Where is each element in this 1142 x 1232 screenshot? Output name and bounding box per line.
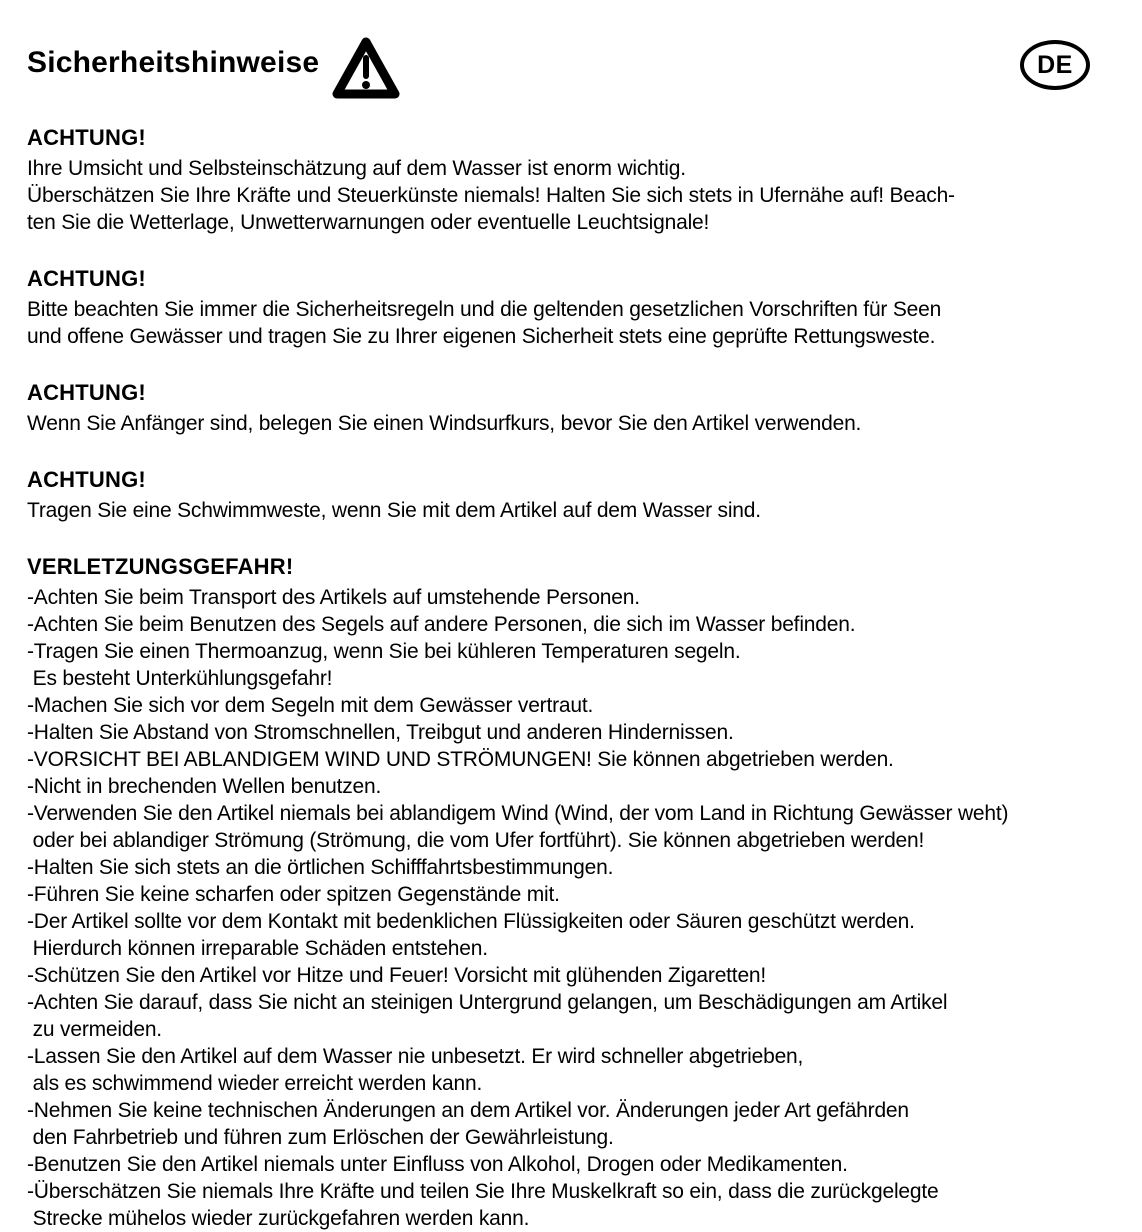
text-line: Überschätzen Sie Ihre Kräfte und Steuerkünste niemals! Halten Sie sich stets in Ufernähe auf! Beach-: [27, 184, 955, 207]
text-line: -Machen Sie sich vor dem Segeln mit dem Gewässer vertraut.: [27, 694, 594, 717]
section-heading: ACHTUNG!: [27, 467, 146, 492]
section-heading: VERLETZUNGSGEFAHR!: [27, 554, 294, 579]
text-line: Hierdurch können irreparable Schäden entstehen.: [27, 937, 488, 960]
section-heading: ACHTUNG!: [27, 125, 146, 150]
text-line: ten Sie die Wetterlage, Unwetterwarnungen oder eventuelle Leuchtsignale!: [27, 211, 710, 234]
text-line: -Halten Sie sich stets an die örtlichen Schifffahrtsbestimmungen.: [27, 856, 614, 879]
text-line: -Nehmen Sie keine technischen Änderungen an dem Artikel vor. Änderungen jeder Art gefährden: [27, 1099, 909, 1122]
document-body: [27, 124, 1118, 1232]
text-line: -Achten Sie beim Benutzen des Segels auf andere Personen, die sich im Wasser befinden.: [27, 613, 856, 636]
text-line: -Lassen Sie den Artikel auf dem Wasser nie unbesetzt. Er wird schneller abgetrieben,: [27, 1045, 804, 1068]
text-line: Es besteht Unterkühlungsgefahr!: [27, 667, 333, 690]
warning-triangle-icon: [331, 36, 401, 102]
document-content: [27, 36, 1118, 1232]
text-line: und offene Gewässer und tragen Sie zu Ihrer eigenen Sicherheit stets eine geprüfte Rettungsweste.: [27, 325, 936, 348]
text-line: den Fahrbetrieb und führen zum Erlöschen der Gewährleistung.: [27, 1126, 614, 1149]
text-line: -Schützen Sie den Artikel vor Hitze und Feuer! Vorsicht mit glühenden Zigaretten!: [27, 964, 767, 987]
text-line: oder bei ablandiger Strömung (Strömung, die vom Ufer fortführt). Sie können abgetrieben werden!: [27, 829, 925, 852]
section-heading: ACHTUNG!: [27, 266, 146, 291]
text-line: -VORSICHT BEI ABLANDIGEM WIND UND STRÖMUNGEN! Sie können abgetrieben werden.: [27, 748, 894, 771]
text-line: zu vermeiden.: [27, 1018, 162, 1041]
text-line: -Überschätzen Sie niemals Ihre Kräfte und teilen Sie Ihre Muskelkraft so ein, dass die zurückgelegte: [27, 1180, 939, 1203]
section-4-verletzungsgefahr: [27, 553, 1118, 1232]
text-line: -Achten Sie darauf, dass Sie nicht an steinigen Untergrund gelangen, um Beschädigungen am Artikel: [27, 991, 948, 1014]
text-line: Tragen Sie eine Schwimmweste, wenn Sie mit dem Artikel auf dem Wasser sind.: [27, 499, 761, 522]
section-2-achtung: [27, 379, 1118, 437]
text-line: -Führen Sie keine scharfen oder spitzen Gegenstände mit.: [27, 883, 560, 906]
text-line: Wenn Sie Anfänger sind, belegen Sie einen Windsurfkurs, bevor Sie den Artikel verwenden.: [27, 412, 862, 435]
text-line: -Verwenden Sie den Artikel niemals bei ablandigem Wind (Wind, der vom Land in Richtung Gewässer weht): [27, 802, 1009, 825]
section-3-achtung: [27, 466, 1118, 524]
text-line: als es schwimmend wieder erreicht werden kann.: [27, 1072, 483, 1095]
text-line: Bitte beachten Sie immer die Sicherheitsregeln und die geltenden gesetzlichen Vorschriften für Seen: [27, 298, 942, 321]
document-header: [27, 36, 1118, 102]
text-line: Ihre Umsicht und Selbsteinschätzung auf dem Wasser ist enorm wichtig.: [27, 157, 686, 180]
section-heading: ACHTUNG!: [27, 380, 146, 405]
page-title: Sicherheitshinweise: [27, 46, 320, 79]
language-badge: DE: [1020, 40, 1090, 90]
section-1-achtung: [27, 265, 1118, 350]
text-line: -Achten Sie beim Transport des Artikels auf umstehende Personen.: [27, 586, 640, 609]
text-line: Strecke mühelos wieder zurückgefahren werden kann.: [27, 1207, 530, 1230]
text-line: -Benutzen Sie den Artikel niemals unter Einfluss von Alkohol, Drogen oder Medikamenten.: [27, 1153, 848, 1176]
section-0-achtung: [27, 124, 1118, 236]
text-line: -Nicht in brechenden Wellen benutzen.: [27, 775, 382, 798]
text-line: -Der Artikel sollte vor dem Kontakt mit bedenklichen Flüssigkeiten oder Säuren geschützt werden.: [27, 910, 915, 933]
text-line: -Tragen Sie einen Thermoanzug, wenn Sie bei kühleren Temperaturen segeln.: [27, 640, 741, 663]
text-line: -Halten Sie Abstand von Stromschnellen, Treibgut und anderen Hindernissen.: [27, 721, 734, 744]
